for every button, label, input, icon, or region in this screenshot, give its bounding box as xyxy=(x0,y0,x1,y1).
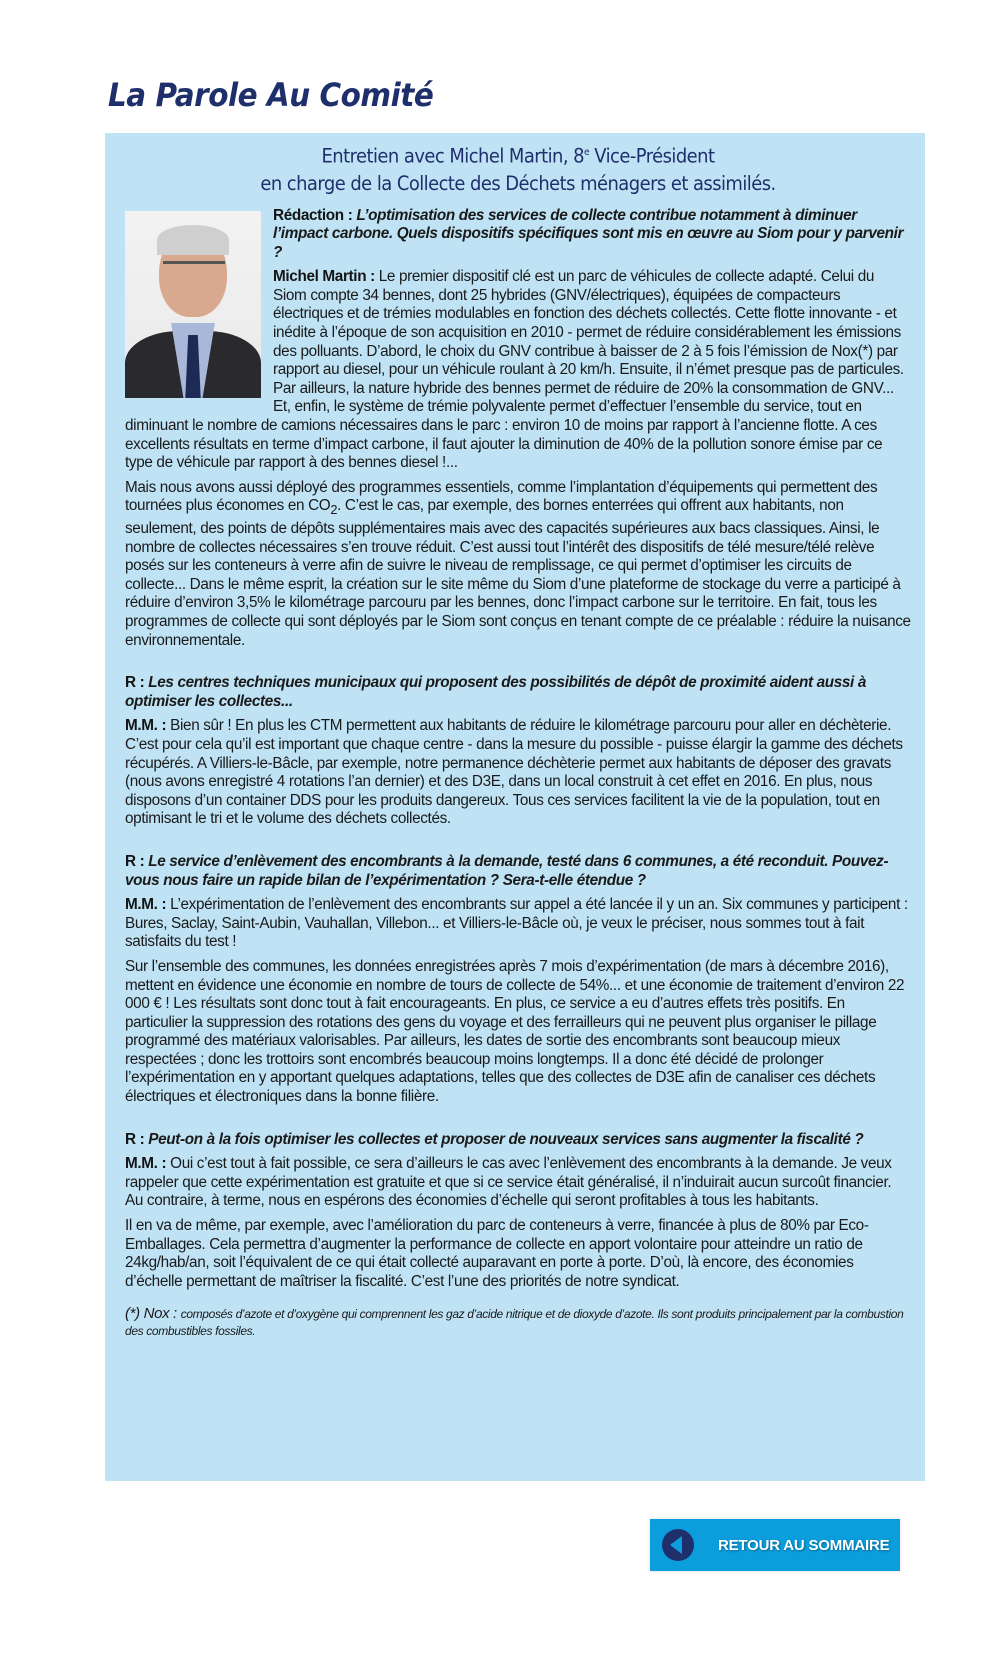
interview-panel xyxy=(105,133,925,1481)
photo-glasses xyxy=(163,261,225,272)
question-text: Le service d’enlèvement des encombrants à la demande, testé dans 6 communes, a été reconduit. Pouvez-vous nous faire un rapide bilan de l’expérimentation ? Sera-t-elle étendue ? xyxy=(125,852,889,889)
co2-subscript: 2 xyxy=(330,502,338,518)
answer-3 xyxy=(125,896,911,952)
portrait-photo xyxy=(125,211,261,398)
question-text: Les centres techniques municipaux qui proposent des possibilités de dépôt de proximité aident aussi à optimiser les collectes... xyxy=(125,674,867,710)
question-text: Peut-on à la fois optimiser les collectes et proposer de nouveaux services sans augmenter la fiscalité ? xyxy=(148,1130,864,1148)
question-2 xyxy=(125,674,911,711)
spacer xyxy=(125,1113,911,1131)
question-label: R : xyxy=(125,674,149,692)
headline-line-2: en charge de la Collecte des Déchets ménagers et assimilés. xyxy=(260,171,776,195)
footnote-text: composés d’azote et d’oxygène qui comprennent les gaz d’acide nitrique et de dioxyde d’azote. Ils sont produits principalement par la combustion des combustibles fossiles. xyxy=(125,1307,904,1339)
answer-text: . C’est le cas, par exemple, des bornes enterrées qui offrent aux habitants, non seulement, des points de dépôts supplémentaires mais avec des capacités supérieures aux bacs classiques. Ainsi, le nombre de collectes nécessaires s’en trouve réduit. C’est aussi tout l’intérêt des dispositifs de télé mesure/télé relève posés sur les conteneurs à verre afin de suivre le niveau de remplissage, ce qui permet d’optimiser les circuits de collecte... Dans le même esprit, la création sur le site même du Siom d’une plateforme de stockage du verre a participé à réduire d’environ 3,5% le kilométrage parcouru par les bennes, donc l’impact carbone sur le territoire. En fait, tous les programmes de collecte qui sont déployés par le Siom sont conçus en tenant compte de ce préalable : réduire la nuisance environnementale. xyxy=(125,497,911,649)
answer-1-paragraph-2 xyxy=(125,479,911,650)
headline-ordinal-sup: e xyxy=(583,147,590,158)
answer-label: M.M. : xyxy=(125,896,171,914)
headline-line-1-start: Entretien avec Michel Martin, 8 xyxy=(321,144,584,168)
answer-text: Bien sûr ! En plus les CTM permettent aux habitants de réduire le kilométrage parcouru pour aller en déchèterie. C’est pour cela qu’il est important que chaque centre - dans la mesure du possible - puisse élargir la gamme des déchets récupérés. A Villiers-le-Bâcle, par exemple, notre permanence déchèterie permet aux habitants de déposer des gravats (nous avons enregistré 4 rotations l’an dernier) et des D3E, dans un local construit à cet effet en 2016. En plus, nous disposons d’un container DDS pour les produits dangereux. Tous ces services facilitent la vie de la population, tout en optimisant le tri et le volume des déchets collectés. xyxy=(125,717,903,828)
question-label: Rédaction : xyxy=(273,206,357,224)
footnote xyxy=(125,1305,911,1340)
page-title: La Parole Au Comité xyxy=(108,76,434,114)
answer-text: Le premier dispositif clé est un parc de véhicules de collecte adapté. Celui du Siom compte 34 bennes, dont 25 hybrides (GNV/électriques), équipées de compacteurs électriques et de trémies modulables en fonction des déchets collectés. Cette flotte innovante - et inédite à l’époque de son acquisition en 2010 - permet de réduire considérablement les émissions des polluants. D’abord, le choix du GNV contribue à baisser de 2 à 5 fois l’émission de Nox(*) par rapport au diesel, pour un véhicule roulant à 20 km/h. Ensuite, il n’émet presque pas de particules. Par ailleurs, la nature hybride des bennes permet de réduire de 20% la consommation de GNV... Et, enfin, le système de trémie polyvalente permet d’effectuer l’ensemble du service, tout en diminuant le nombre de camions nécessaires dans le parc : environ 10 de moins par rapport à l’ancienne flotte. A ces excellents résultats en terme d’impact carbone, il faut ajouter la diminution de 40% de la pollution sonore émise par ce type de véhicule par rapport à des bennes diesel !... xyxy=(125,268,904,472)
question-label: R : xyxy=(125,1130,149,1148)
headline-line-1 xyxy=(156,139,879,170)
answer-text: Oui c’est tout à fait possible, ce sera d’ailleurs le cas avec l’enlèvement des encombrants à la demande. Je veux rappeler que cette expérimentation est gratuite et que si ce service était généralisé, il n’induirait aucun surcoût financier. Au contraire, à terme, nous en espérons des économies d’échelle qui seront profitables à tous les habitants. xyxy=(125,1155,892,1210)
answer-label: Michel Martin : xyxy=(273,268,379,286)
answer-2 xyxy=(125,717,911,829)
answer-4-paragraph-2: Il en va de même, par exemple, avec l’amélioration du parc de conteneurs à verre, financée à plus de 80% par Eco-Emballages. Cela permettra d’augmenter la performance de collecte en apport volontaire pour atteindre un ratio de 24kg/hab/an, soit l’équivalent de ce qui était collecté auparavant en porte à porte. D’où, là encore, des économies d’échelle permettant de maîtriser la fiscalité. C’est l’une des priorités de notre syndicat. xyxy=(125,1217,869,1290)
answer-label: M.M. : xyxy=(125,1155,171,1173)
question-4 xyxy=(125,1131,911,1150)
answer-label: M.M. : xyxy=(125,717,171,735)
question-text: L’optimisation des services de collecte contribue notamment à diminuer l’impact carbone. Quels dispositifs spécifiques sont mis en œuvre au Siom pour y parvenir ? xyxy=(273,206,904,261)
back-to-summary-label: RETOUR AU SOMMAIRE xyxy=(718,1536,890,1554)
spacer xyxy=(125,835,911,853)
answer-text: L’expérimentation de l’enlèvement des encombrants sur appel a été lancée il y un an. Six communes y participent : Bures, Saclay, Saint-Aubin, Vauhallan, Villebon... et Villiers-le-Bâcle où, je veux le préciser, nous sommes tout à fait satisfaits du test ! xyxy=(125,896,908,951)
back-to-summary-button[interactable] xyxy=(650,1519,900,1571)
footnote-marker: (*) Nox : xyxy=(125,1305,181,1323)
spacer xyxy=(125,656,911,674)
answer-text: Mais nous avons aussi déployé des programmes essentiels, comme l’implantation d’équipements qui permettent des tournées plus économes en CO xyxy=(125,478,878,515)
question-label: R : xyxy=(125,852,149,870)
answer-3-paragraph-2: Sur l’ensemble des communes, les données enregistrées après 7 mois d’expérimentation (de mars à décembre 2016), mettent en évidence une économie en nombre de tours de collecte de 54%... et une économie de traitement d’environ 22 000 € ! Les résultats sont donc tout à fait encourageants. En plus, ce service a eu d’autres effets très positifs. En particulier la suppression des rotations des gens du voyage et des ferrailleurs qui ne peuvent plus organiser le pillage programmé des matériaux valorisables. Par ailleurs, les dates de sortie des encombrants sont beaucoup mieux respectées ; donc les trottoirs sont encombrés beaucoup moins longtemps. Il a donc été décidé de prolonger l’expérimentation en y apportant quelques adaptations, telles que des collectes de D3E afin de canaliser ces déchets électriques et électroniques dans la bonne filière. xyxy=(125,957,905,1106)
question-3 xyxy=(125,853,911,890)
answer-4 xyxy=(125,1155,911,1211)
photo-hair xyxy=(157,225,229,255)
interview-headline xyxy=(156,139,879,197)
chevron-left-circle-icon xyxy=(662,1529,694,1561)
headline-line-1-end: Vice-Président xyxy=(589,144,715,168)
